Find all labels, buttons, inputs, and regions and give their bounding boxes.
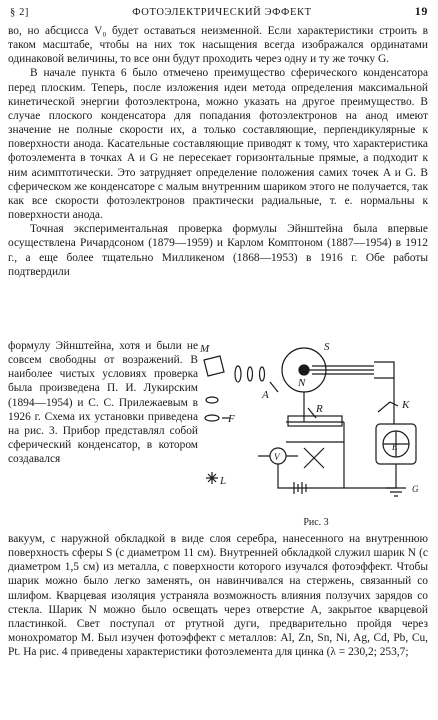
label-g: G xyxy=(412,484,419,494)
section-mark: § 2] xyxy=(10,7,30,18)
label-m: M xyxy=(200,343,210,355)
figure-3-diagram xyxy=(198,338,430,516)
label-l: L xyxy=(220,475,227,487)
paragraph-3-wrap: формулу Эйнштейна, хотя и были не совсем свободны от возражений. В наиболее чистых условиях проверка была произведена П. И. Лукирским (1894—1954) и С. С. Прилежаевым в 1926 г. Схема их установки приведена на рис. 3. Прибор представлял собой сферический конденсатор, в котором создавался xyxy=(8,340,198,466)
running-title: ФОТОЭЛЕКТРИЧЕСКИЙ ЭФФЕКТ xyxy=(132,7,312,18)
label-v: V xyxy=(274,452,280,462)
label-n: N xyxy=(298,377,306,389)
label-f: F xyxy=(228,413,235,425)
paragraph-3-start: Точная экспериментальная проверка формулы Эйнштейна была впервые осуществлена Ричардсоном (1879—1959) и Карлом Комптоном (1887—1954) в 1912 г., а еще более тщательно Милликеном (1868—1953) в 1916 г. Обе работы подтвердили xyxy=(8,223,428,278)
monochromator-m xyxy=(204,356,224,376)
label-s: S xyxy=(324,341,330,353)
label-a: A xyxy=(262,389,269,401)
paragraph-2: В начале пункта 6 было отмечено преимущество сферического конденсатора перед плоским. Теперь, после изложения идеи метода определения максимальной кинетической энергии фотоэлектрона, можно указать на другое преимущество. В случае плоского конденсатора для попадания фотоэлектронов на анод имеют значение не полные скорости их, а только составляющие, перпендикулярные к поверхности анода. Касательные составляющие приводят к тому, что характеристика фотоэлемента в точках A и G не пересекает горизонтальные прямые, а подходит к ним асимптотически. Это затрудняет определение положения самих точек A и G. В сферическом же конденсаторе с малым внутренним шариком этого не получается, так как все скорости фотоэлектронов практически радиальные, т. е. нормальны к поверхности анода. xyxy=(8,67,428,222)
label-e: E xyxy=(392,442,398,452)
paragraph-1: во, но абсцисса V₀ будет оставаться неизменной. Если характеристики строить в таком масштабе, чтобы на них ток насыщения всегда изображался ординатами одинаковой величины, то все они будут проходить через одну и ту же точку G. xyxy=(8,25,428,66)
running-header xyxy=(10,4,428,22)
label-k: K xyxy=(402,399,410,411)
ball-n xyxy=(299,365,309,375)
page-number: 19 xyxy=(414,4,428,18)
main-text-top xyxy=(8,24,428,279)
paragraph-3-continued: вакуум, с наружной обкладкой в виде слоя серебра, нанесенного на внутреннюю поверхность сферы S (с диаметром 11 см). Внутренней обкладкой служил шарик N (с диаметром 1,5 см) из металла, с поверхности которого изучался фотоэффект. Чтобы шарик можно было легко заменять, он навинчивался на стержень, связанный со шлифом. Кварцевая изоляция устраняла возможность влияния ползучих зарядов со стекла. Шарик N можно было освещать через отверстие A, закрытое кварцевой пластинкой. Свет поступал от ртутной дуги, предварительно пройдя через монохроматор M. Был изучен фотоэффект с металлов: Al, Zn, Sn, Ni, Ag, Cd, Pb, Cu, Pt. На рис. 4 приведены характеристики фотоэлемента для цинка (λ = 230,2; 253,7; xyxy=(8,533,428,659)
figure-caption: Рис. 3 xyxy=(303,517,329,528)
label-r: R xyxy=(316,403,323,415)
